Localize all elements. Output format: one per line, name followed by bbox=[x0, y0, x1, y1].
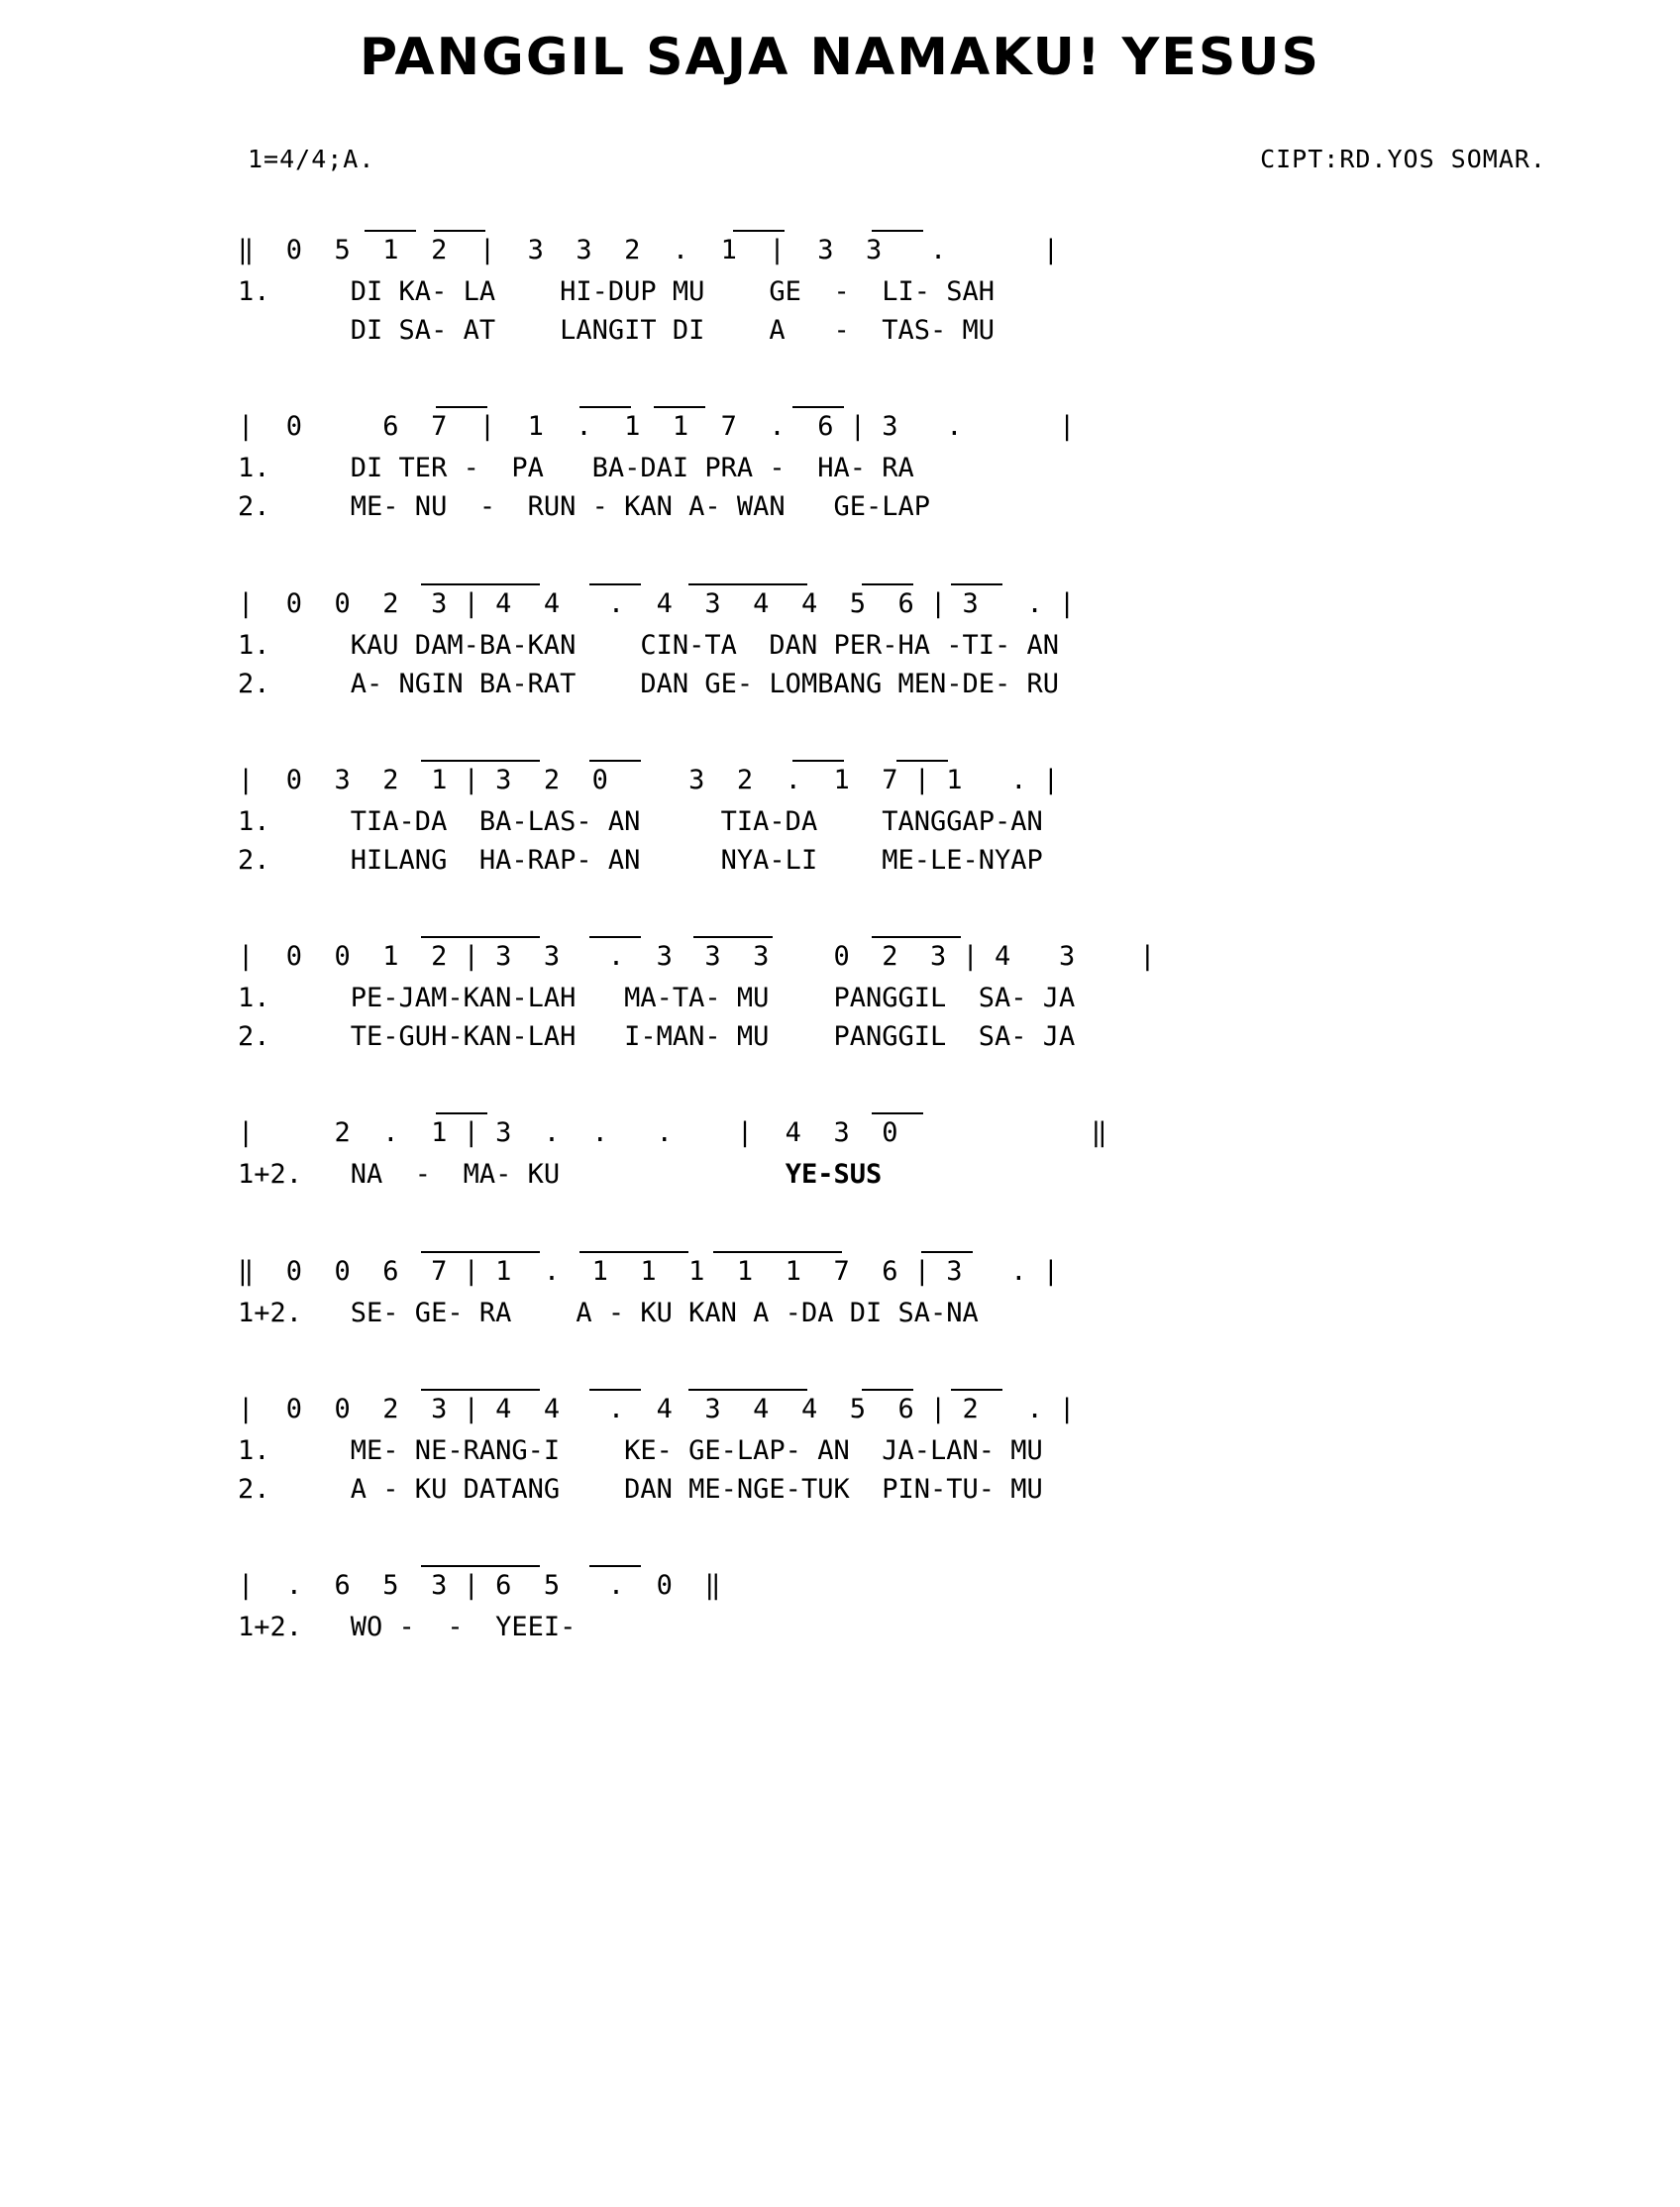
beam-row bbox=[238, 1378, 1680, 1392]
beam-mark bbox=[589, 583, 641, 585]
beam-mark bbox=[421, 936, 540, 938]
beam-mark bbox=[688, 583, 807, 585]
beam-mark bbox=[896, 760, 948, 762]
lyric-line: 1. DI KA- LA HI-DUP MU GE - LI- SAH bbox=[238, 276, 996, 307]
lyric-line: 1. DI TER - PA BA-DAI PRA - HA- RA bbox=[238, 453, 914, 484]
lyric-line: 1. TIA-DA BA-LAS- AN TIA-DA TANGGAP-AN bbox=[238, 805, 1043, 837]
notes-line: ‖ 0 0 6 7 | 1 . 1 1 1 1 1 7 6 | 3 . | bbox=[238, 1255, 1060, 1287]
notes-line: | 0 6 7 | 1 . 1 1 7 . 6 | 3 . | bbox=[238, 411, 1076, 443]
lyric-line: 2. ME- NU - RUN - KAN A- WAN GE-LAP bbox=[238, 491, 930, 523]
song-sheet-page bbox=[0, 28, 1680, 2207]
beam-mark bbox=[436, 1112, 487, 1114]
beam-mark bbox=[693, 936, 773, 938]
beam-mark bbox=[951, 1389, 1002, 1391]
beam-mark bbox=[589, 760, 641, 762]
beam-mark bbox=[921, 1251, 973, 1253]
meta-row bbox=[0, 145, 1680, 173]
beam-mark bbox=[365, 230, 416, 232]
beam-mark bbox=[792, 406, 844, 408]
beam-mark bbox=[421, 1251, 540, 1253]
beam-mark bbox=[951, 583, 1002, 585]
beam-row bbox=[238, 749, 1680, 763]
beam-row bbox=[238, 1554, 1680, 1568]
beam-mark bbox=[872, 230, 923, 232]
lyric-line: 2. A- NGIN BA-RAT DAN GE- LOMBANG MEN-DE- RU bbox=[238, 668, 1060, 699]
notation-system bbox=[238, 1378, 1680, 1509]
beam-mark bbox=[421, 760, 540, 762]
lyric-line: 1. ME- NE-RANG-I KE- GE-LAP- AN JA-LAN- MU bbox=[238, 1434, 1043, 1466]
lyric-line: 2. A - KU DATANG DAN ME-NGE-TUK PIN-TU- MU bbox=[238, 1473, 1043, 1505]
beam-row bbox=[238, 219, 1680, 233]
notation-system bbox=[238, 1554, 1680, 1646]
lyric-line: 2. HILANG HA-RAP- AN NYA-LI ME-LE-NYAP bbox=[238, 844, 1043, 876]
beam-mark bbox=[872, 936, 961, 938]
beam-mark bbox=[434, 230, 485, 232]
notes-line: | 0 0 2 3 | 4 4 . 4 3 4 4 5 6 | 2 . | bbox=[238, 1393, 1076, 1424]
lyric-emphasis: YE-SUS bbox=[785, 1159, 883, 1191]
beam-mark bbox=[436, 406, 487, 408]
notes-line: | 0 3 2 1 | 3 2 0 3 2 . 1 7 | 1 . | bbox=[238, 764, 1060, 795]
key-time-signature: 1=4/4;A. bbox=[248, 145, 375, 173]
beam-mark bbox=[792, 760, 844, 762]
beam-mark bbox=[589, 936, 641, 938]
beam-mark bbox=[713, 1251, 842, 1253]
lyric-line: DI SA- AT LANGIT DI A - TAS- MU bbox=[238, 315, 996, 347]
notes-line: | 2 . 1 | 3 . . . | 4 3 0 ‖ bbox=[238, 1117, 1107, 1149]
beam-row bbox=[238, 573, 1680, 586]
notation-systems bbox=[0, 219, 1680, 1646]
composer-credit: CIPT:RD.YOS SOMAR. bbox=[1260, 145, 1546, 173]
beam-mark bbox=[421, 583, 540, 585]
notes-line: ‖ 0 5 1 2 | 3 3 2 . 1 | 3 3 . | bbox=[238, 235, 1060, 265]
notes-line: | . 6 5 3 | 6 5 . 0 ‖ bbox=[238, 1569, 721, 1601]
beam-mark bbox=[579, 1251, 688, 1253]
notation-system bbox=[238, 395, 1680, 526]
notation-system bbox=[238, 749, 1680, 880]
beam-mark bbox=[589, 1565, 641, 1567]
beam-row bbox=[238, 395, 1680, 409]
notation-system bbox=[238, 1102, 1680, 1194]
beam-mark bbox=[862, 1389, 913, 1391]
beam-mark bbox=[589, 1389, 641, 1391]
page-title: PANGGIL SAJA NAMAKU! YESUS bbox=[360, 28, 1320, 87]
beam-mark bbox=[688, 1389, 807, 1391]
lyric-line: 1+2. SE- GE- RA A - KU KAN A -DA DI SA-NA bbox=[238, 1297, 979, 1328]
beam-row bbox=[238, 1240, 1680, 1254]
notes-line: | 0 0 1 2 | 3 3 . 3 3 3 0 2 3 | 4 3 | bbox=[238, 941, 1156, 973]
lyric-line: 1+2. NA - MA- KU YE-SUS bbox=[238, 1159, 883, 1191]
beam-row bbox=[238, 925, 1680, 939]
notation-system bbox=[238, 573, 1680, 703]
beam-mark bbox=[421, 1565, 540, 1567]
lyric-line: 1+2. WO - - YEEI- bbox=[238, 1611, 577, 1642]
beam-mark bbox=[654, 406, 705, 408]
beam-row bbox=[238, 1102, 1680, 1115]
notation-system bbox=[238, 1240, 1680, 1332]
beam-mark bbox=[421, 1389, 540, 1391]
lyric-line: 1. KAU DAM-BA-KAN CIN-TA DAN PER-HA -TI- AN bbox=[238, 629, 1060, 661]
notation-system bbox=[238, 219, 1680, 350]
beam-mark bbox=[733, 230, 785, 232]
beam-mark bbox=[862, 583, 913, 585]
beam-mark bbox=[579, 406, 631, 408]
lyric-line: 2. TE-GUH-KAN-LAH I-MAN- MU PANGGIL SA- JA bbox=[238, 1021, 1076, 1053]
notes-line: | 0 0 2 3 | 4 4 . 4 3 4 4 5 6 | 3 . | bbox=[238, 587, 1076, 619]
lyric-line: 1. PE-JAM-KAN-LAH MA-TA- MU PANGGIL SA- JA bbox=[238, 983, 1076, 1014]
beam-mark bbox=[872, 1112, 923, 1114]
notation-system bbox=[238, 925, 1680, 1056]
